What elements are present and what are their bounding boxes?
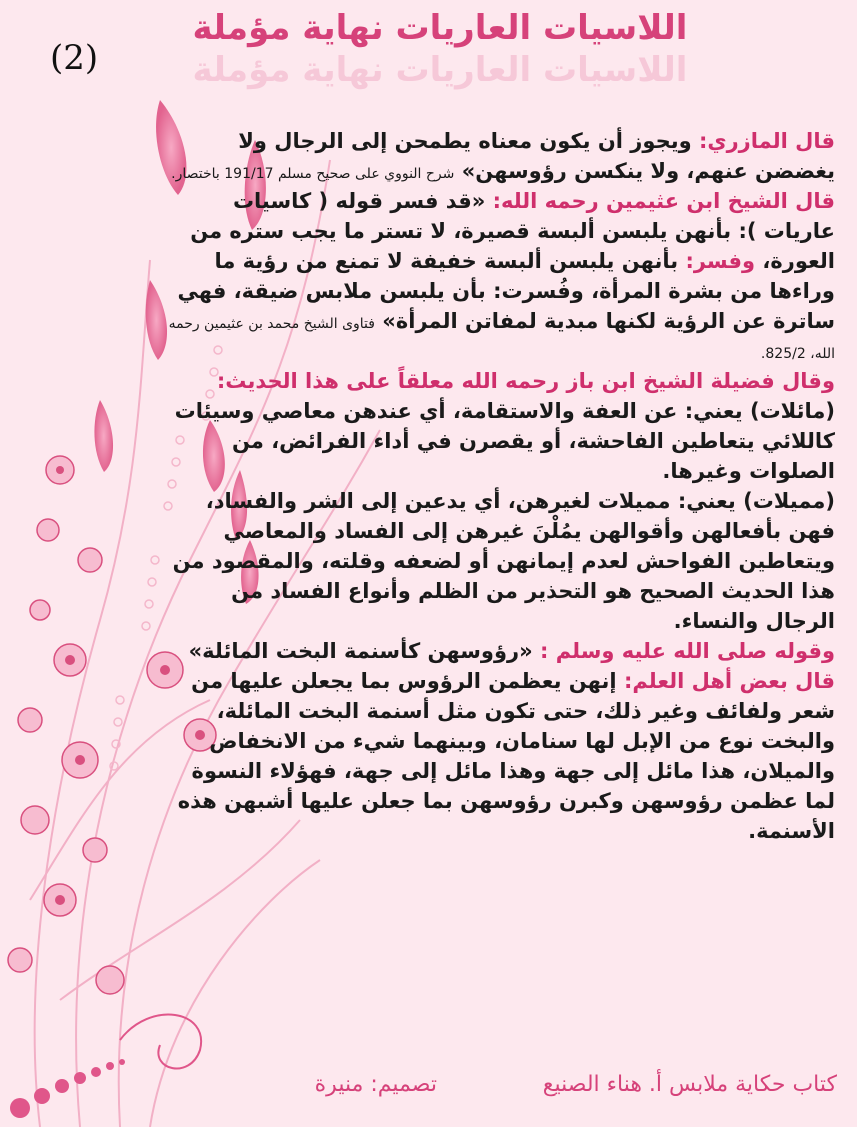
book-credit: كتاب حكاية ملابس أ. هناء الصنيع [542, 1072, 837, 1097]
design-credit: تصميم: منيرة [314, 1072, 437, 1097]
speaker-mazari: قال المازري: [698, 129, 835, 153]
speaker-prophet: وقوله صلى الله عليه وسلم : [539, 639, 835, 663]
heading-ibn-baz: وقال فضيلة الشيخ ابن باز رحمه الله معلقاً على هذا الحديث: [216, 369, 835, 393]
paragraph-uthaymin [160, 186, 835, 366]
page-title: اللاسيات العاريات نهاية مؤملة [192, 8, 688, 48]
speaker-scholars: قال بعض أهل العلم: [623, 669, 835, 693]
paragraph-mailat: (مائلات) يعني: عن العفة والاستقامة، أي عندهن معاصي وسيئات كاللائي يتعاطين الفاحشة، أو يقصرن في أداء الفرائض، من الصلوات وغيرها. [174, 399, 835, 483]
paragraph-scholars [160, 666, 835, 846]
hadith-quote: «رؤوسهن كأسنمة البخت المائلة» [188, 639, 540, 663]
speaker-uthaymin: قال الشيخ ابن عثيمين رحمه الله: [492, 189, 835, 213]
quote-uthaymin-a: «قد فسر قوله ( كاسيات عاريات ): بأنهن يلبسن ألبسة قصيرة، لا تستر ما يجب ستره من العورة، [190, 189, 835, 273]
quote-mazari: ويجوز أن يكون معناه يطمحن إلى الرجال ولا يغضضن عنهم، ولا ينكسن رؤوسهن» [238, 129, 835, 183]
paragraph-mazari [160, 126, 835, 186]
reference-nawawi: شرح النووي على صحيح مسلم 191/17 باختصار. [171, 166, 455, 182]
scholars-explanation: إنهن يعظمن الرؤوس بما يجعلن عليها من شعر ولفائف وغير ذلك، حتى تكون مثل أسنمة البخت المائلة، والبخت نوع من الإبل لها سنامان، وبينهما شيء من الانخفاض والميلان، هذا مائل إلى جهة وهذا مائل إلى جهة، فهؤلاء النسوة لما عظمن رؤوسهن وكبرن رؤوسهن بما جعلن عليها أشبهن هذه الأسنمة. [177, 669, 835, 843]
highlight-fassar: وفسر: [685, 249, 756, 273]
paragraph-mumilat: (مميلات) يعني: مميلات لغيرهن، أي يدعين إلى الشر والفساد، فهن بأفعالهن وأقوالهن يمُلْنَ غيرهن إلى الفساد والمعاصي ويتعاطين الفواحش لعدم إيمانهن أو لضعفه وقلته، والمقصود من هذا الحديث الصحيح هو التحذير من الظلم وأنواع الفساد من الرجال والنساء. [172, 489, 835, 633]
paragraph-hadith [160, 636, 835, 666]
page-number: (2) [50, 38, 99, 78]
quote-uthaymin-b: بأنهن يلبسن ألبسة خفيفة لا تمنع من رؤية ما وراءها من بشرة المرأة، وفُسرت: بأن يلبسن ملابس ضيقة، فهي ساترة عن الرؤية لكنها مبدية لمفاتن المرأة» [177, 249, 835, 333]
title-shadow: اللاسيات العاريات نهاية مؤملة [192, 50, 688, 90]
article-body [160, 126, 835, 846]
reference-fatawa: فتاوى الشيخ محمد بن عثيمين رحمه الله، 825/2. [168, 316, 835, 362]
